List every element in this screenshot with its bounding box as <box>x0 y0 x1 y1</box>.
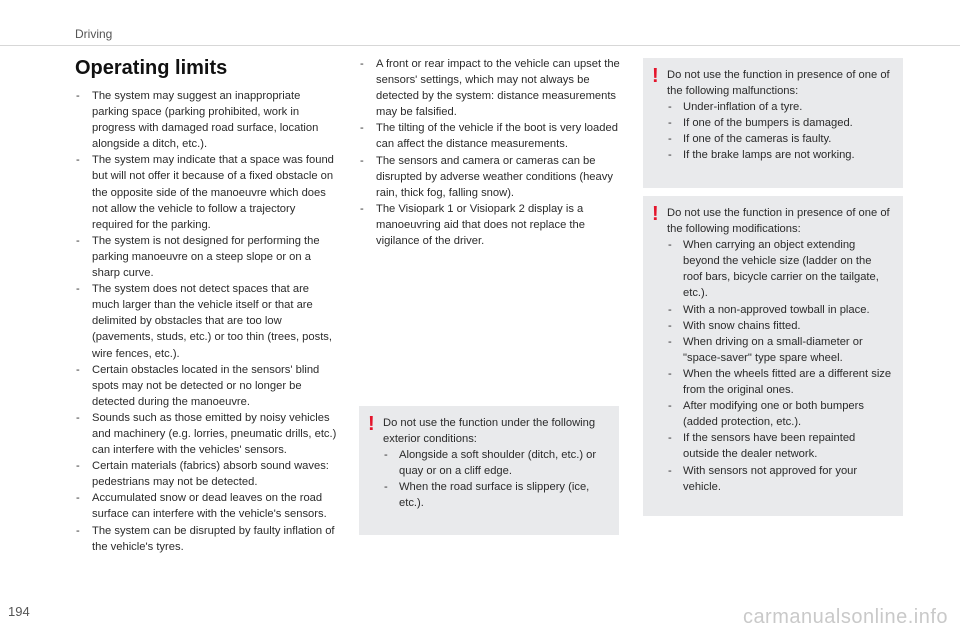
list-item: - The Visiopark 1 or Visiopark 2 display is a manoeuvring aid that does not replace the vigilance of the driver. <box>359 201 621 249</box>
list-item: - If the sensors have been repainted outside the dealer network. <box>667 430 893 462</box>
list-item: - When carrying an object extending beyond the vehicle size (ladder on the roof bars, bicycle carrier on the tailgate, etc.). <box>667 237 893 301</box>
list-item: - Accumulated snow or dead leaves on the road surface can interfere with the vehicle's sensors. <box>75 490 337 522</box>
list-item: - If the brake lamps are not working. <box>667 147 893 163</box>
list-item: - The sensors and camera or cameras can be disrupted by adverse weather conditions (heavy rain, thick fog, falling snow). <box>359 153 621 201</box>
list-item: - When driving on a small-diameter or "space-saver" type spare wheel. <box>667 334 893 366</box>
warning-list <box>667 99 893 163</box>
list-item: - Alongside a soft shoulder (ditch, etc.) or quay or on a cliff edge. <box>383 447 609 479</box>
list-item: - Sounds such as those emitted by noisy vehicles and machinery (e.g. lorries, pneumatic drills, etc.) can interfere with the vehicles' sensors. <box>75 410 337 458</box>
list-item: - The system can be disrupted by faulty inflation of the vehicle's tyres. <box>75 523 337 555</box>
list-item: - If one of the bumpers is damaged. <box>667 115 893 131</box>
list-item: - Under-inflation of a tyre. <box>667 99 893 115</box>
warning-list <box>383 447 609 511</box>
list-item: - The tilting of the vehicle if the boot is very loaded can affect the distance measurements. <box>359 120 621 152</box>
page-number: 194 <box>8 604 30 619</box>
list-item: - The system does not detect spaces that are much larger than the vehicle itself or that are delimited by obstacles that are too low (pavements, studs, etc.) or too thin (trees, posts, wire fences, etc.). <box>75 281 337 361</box>
warning-intro: Do not use the function under the following exterior conditions: <box>383 417 596 446</box>
list-item: - The system may indicate that a space was found but will not offer it because of a fixed obstacle on the opposite side of the manoeuvre which does not allow the vehicle to follow a trajectory required for the parking. <box>75 152 337 232</box>
list-item: - If one of the cameras is faulty. <box>667 131 893 147</box>
warning-icon: ! <box>368 413 375 435</box>
warning-box-modifications <box>643 196 903 516</box>
list-item: - Certain obstacles located in the sensors' blind spots may not be detected or no longer be detected during the manoeuvre. <box>75 362 337 410</box>
list-item: - With snow chains fitted. <box>667 318 893 334</box>
warning-list <box>667 237 893 495</box>
limits-list-middle <box>359 56 621 249</box>
limits-list-left <box>75 88 337 555</box>
warning-intro: Do not use the function in presence of one of the following malfunctions: <box>667 69 890 98</box>
warning-icon: ! <box>652 203 659 225</box>
list-item: - After modifying one or both bumpers (added protection, etc.). <box>667 398 893 430</box>
watermark: carmanualsonline.info <box>742 606 948 628</box>
warning-icon: ! <box>652 65 659 87</box>
warning-box-exterior-conditions <box>359 406 619 535</box>
warning-intro: Do not use the function in presence of one of the following modifications: <box>667 207 890 236</box>
list-item: - Certain materials (fabrics) absorb sound waves: pedestrians may not be detected. <box>75 458 337 490</box>
header-divider <box>0 45 960 46</box>
list-item: - When the road surface is slippery (ice, etc.). <box>383 479 609 511</box>
list-item: - A front or rear impact to the vehicle can upset the sensors' settings, which may not always be detected by the system: distance measurements may be falsified. <box>359 56 621 120</box>
list-item: - The system may suggest an inappropriate parking space (parking prohibited, work in progress with damaged road surface, location alongside a ditch, etc.). <box>75 88 337 152</box>
list-item: - When the wheels fitted are a different size from the original ones. <box>667 366 893 398</box>
list-item: - With a non-approved towball in place. <box>667 302 893 318</box>
list-item: - The system is not designed for performing the parking manoeuvre on a steep slope or on a sharp curve. <box>75 233 337 281</box>
section-label: Driving <box>75 27 113 41</box>
page-title: Operating limits <box>75 57 228 79</box>
list-item: - With sensors not approved for your vehicle. <box>667 463 893 495</box>
warning-box-malfunctions <box>643 58 903 188</box>
